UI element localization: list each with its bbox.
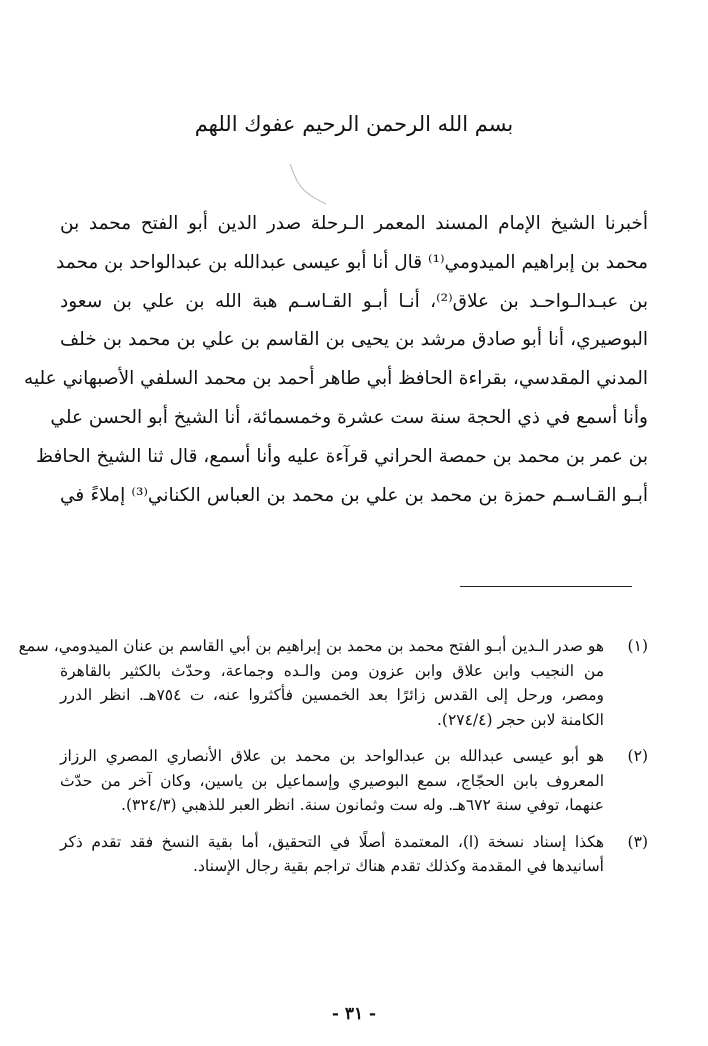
footnote-line: من النجيب وابن علاق وابن عزون ومن والـده وجماعة، وحدّث بالكثير بالقاهرة xyxy=(60,661,604,680)
main-text-line: بن عمر بن محمد بن حمصة الحراني قرآءة عليه وأنا أسمع، قال ثنا الشيخ الحافظ xyxy=(35,445,648,467)
footnote-line: عنهما، توفي سنة ٦٧٢هـ. وله ست وثمانون سنة. انظر العبر للذهبي (٣٢٤/٣). xyxy=(121,796,604,814)
footnote-3 xyxy=(60,830,648,879)
footnote-line: هو أبو عيسى عبدالله بن عبدالواحد بن محمد بن علاق الأنصاري المصري الرزاز xyxy=(60,747,604,765)
footnote-line: أسانيدها في المقدمة وكذلك تقدم هناك تراجم بقية رجال الإسناد. xyxy=(193,857,604,875)
footnote-2 xyxy=(60,744,648,818)
basmala-heading: بسم الله الرحمن الرحيم عفوك اللهم xyxy=(194,112,514,136)
main-text-body xyxy=(24,205,648,515)
footnotes-section xyxy=(18,634,648,891)
footnote-number: (٢) xyxy=(627,747,648,765)
footnote-line: ومصر، ورحل إلى القدس زائرًا بعد الخمسين فأكثروا عنه، ت ٧٥٤هـ. انظر الدرر xyxy=(60,686,604,704)
footnote-separator xyxy=(460,586,632,587)
page-number: - ٣١ - xyxy=(331,1004,377,1024)
main-text-line: وأنا أسمع في ذي الحجة سنة ست عشرة وخمسمائة، أنا الشيخ أبو الحسن علي xyxy=(50,406,648,428)
footnote-line: المعروف بابن الحجّاج، سمع البوصيري وإسماعيل بن ياسين، وكان آخر من حدّث xyxy=(60,771,604,790)
main-text-line: المدني المقدسي، بقراءة الحافظ أبي طاهر أحمد بن محمد السلفي الأصبهاني عليه xyxy=(24,368,648,390)
main-text-line: محمد بن إبراهيم الميدومي⁽¹⁾ قال أنا أبو عيسى عبدالله بن عبدالواحد بن محمد xyxy=(56,251,648,273)
ink-stroke-mark xyxy=(286,160,336,210)
main-text-line: البوصيري، أنا أبو صادق مرشد بن يحيى بن القاسم بن علي بن محمد بن خلف xyxy=(60,329,648,351)
footnote-line: الكامنة لابن حجر (٢٧٤/٤). xyxy=(436,710,604,729)
footnote-line: هكذا إسناد نسخة (ا)، المعتمدة أصلًا في التحقيق، أما بقية النسخ فقد تقدم ذكر xyxy=(60,832,604,851)
footnote-1 xyxy=(18,634,648,732)
main-text-line: أبـو القـاسـم حمزة بن محمد بن علي بن محمد بن العباس الكناني⁽³⁾ إملاءً في xyxy=(60,484,648,506)
main-text-line: بن عبـدالـواحـد بن علاق⁽²⁾، أنـا أبـو القـاسـم هبة الله بن علي بن سعود xyxy=(60,290,648,312)
footnote-number: (١) xyxy=(627,637,648,655)
footnote-line: هو صدر الـدين أبـو الفتح محمد بن محمد بن إبراهيم بن أبي القاسم بن عنان الميدومي، سمع xyxy=(18,637,604,655)
footnote-number: (٣) xyxy=(627,832,648,851)
main-text-line: أخبرنا الشيخ الإمام المسند المعمر الـرحلة صدر الدين أبو الفتح محمد بن xyxy=(60,213,648,234)
